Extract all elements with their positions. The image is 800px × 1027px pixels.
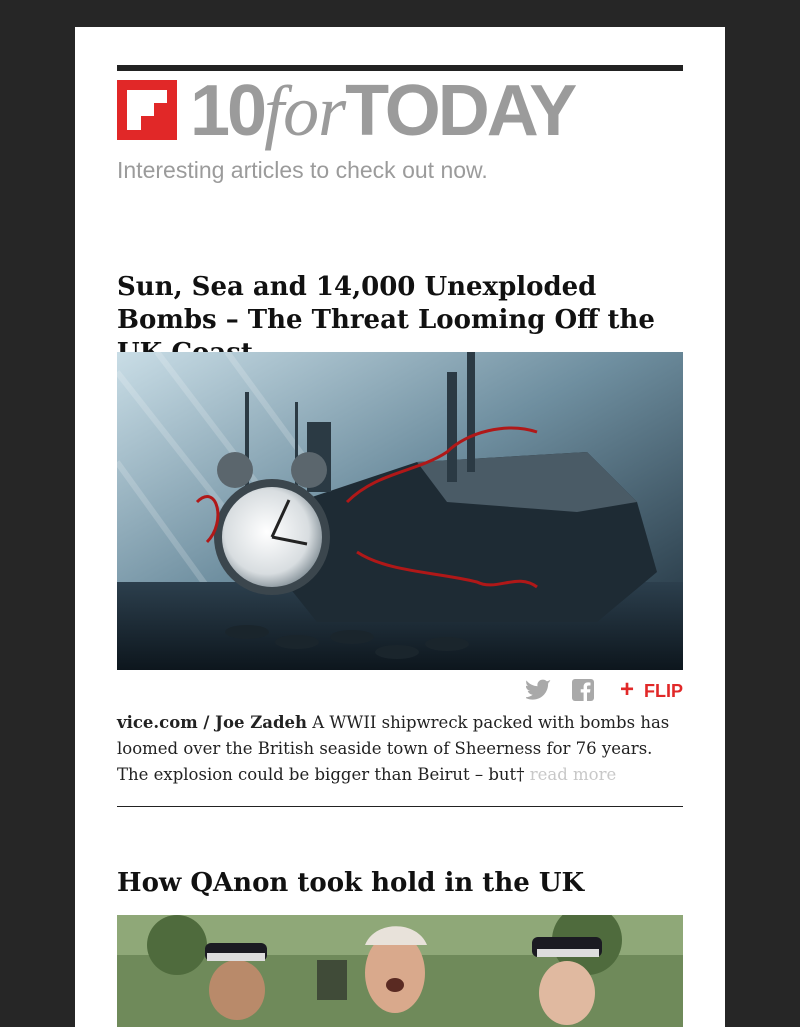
plus-icon: + (619, 676, 634, 703)
read-more-link[interactable]: read more (529, 765, 617, 784)
article-image[interactable] (117, 915, 683, 1027)
twitter-icon[interactable] (526, 679, 552, 701)
article-source[interactable]: vice.com / Joe Zadeh (117, 713, 307, 732)
flip-label: FLIP (644, 681, 683, 701)
email-card (75, 27, 725, 1027)
brand-for: for (264, 71, 346, 151)
article-title[interactable]: Sun, Sea and 14,000 Unexploded Bombs – The Threat Looming Off the (117, 272, 655, 335)
article-summary (117, 710, 683, 788)
flip-button[interactable] (620, 677, 683, 703)
brand-today: TODAY (345, 71, 575, 151)
article-excerpt: A WWII shipwreck packed with bombs has loomed over the British seaside town of Sheerness for 76 years. The explosion could be bigger than Beirut – but† (117, 713, 670, 784)
tagline: Interesting articles to check out now. (117, 157, 488, 183)
article-image[interactable] (117, 352, 683, 670)
flipboard-logo-icon[interactable] (117, 80, 177, 140)
share-bar (117, 677, 683, 703)
facebook-icon[interactable] (572, 679, 594, 701)
brand-wordmark (190, 71, 574, 151)
brand-number: 10 (190, 71, 265, 151)
article-divider (117, 806, 683, 807)
article-title[interactable]: How QAnon took hold in the UK (117, 868, 585, 898)
